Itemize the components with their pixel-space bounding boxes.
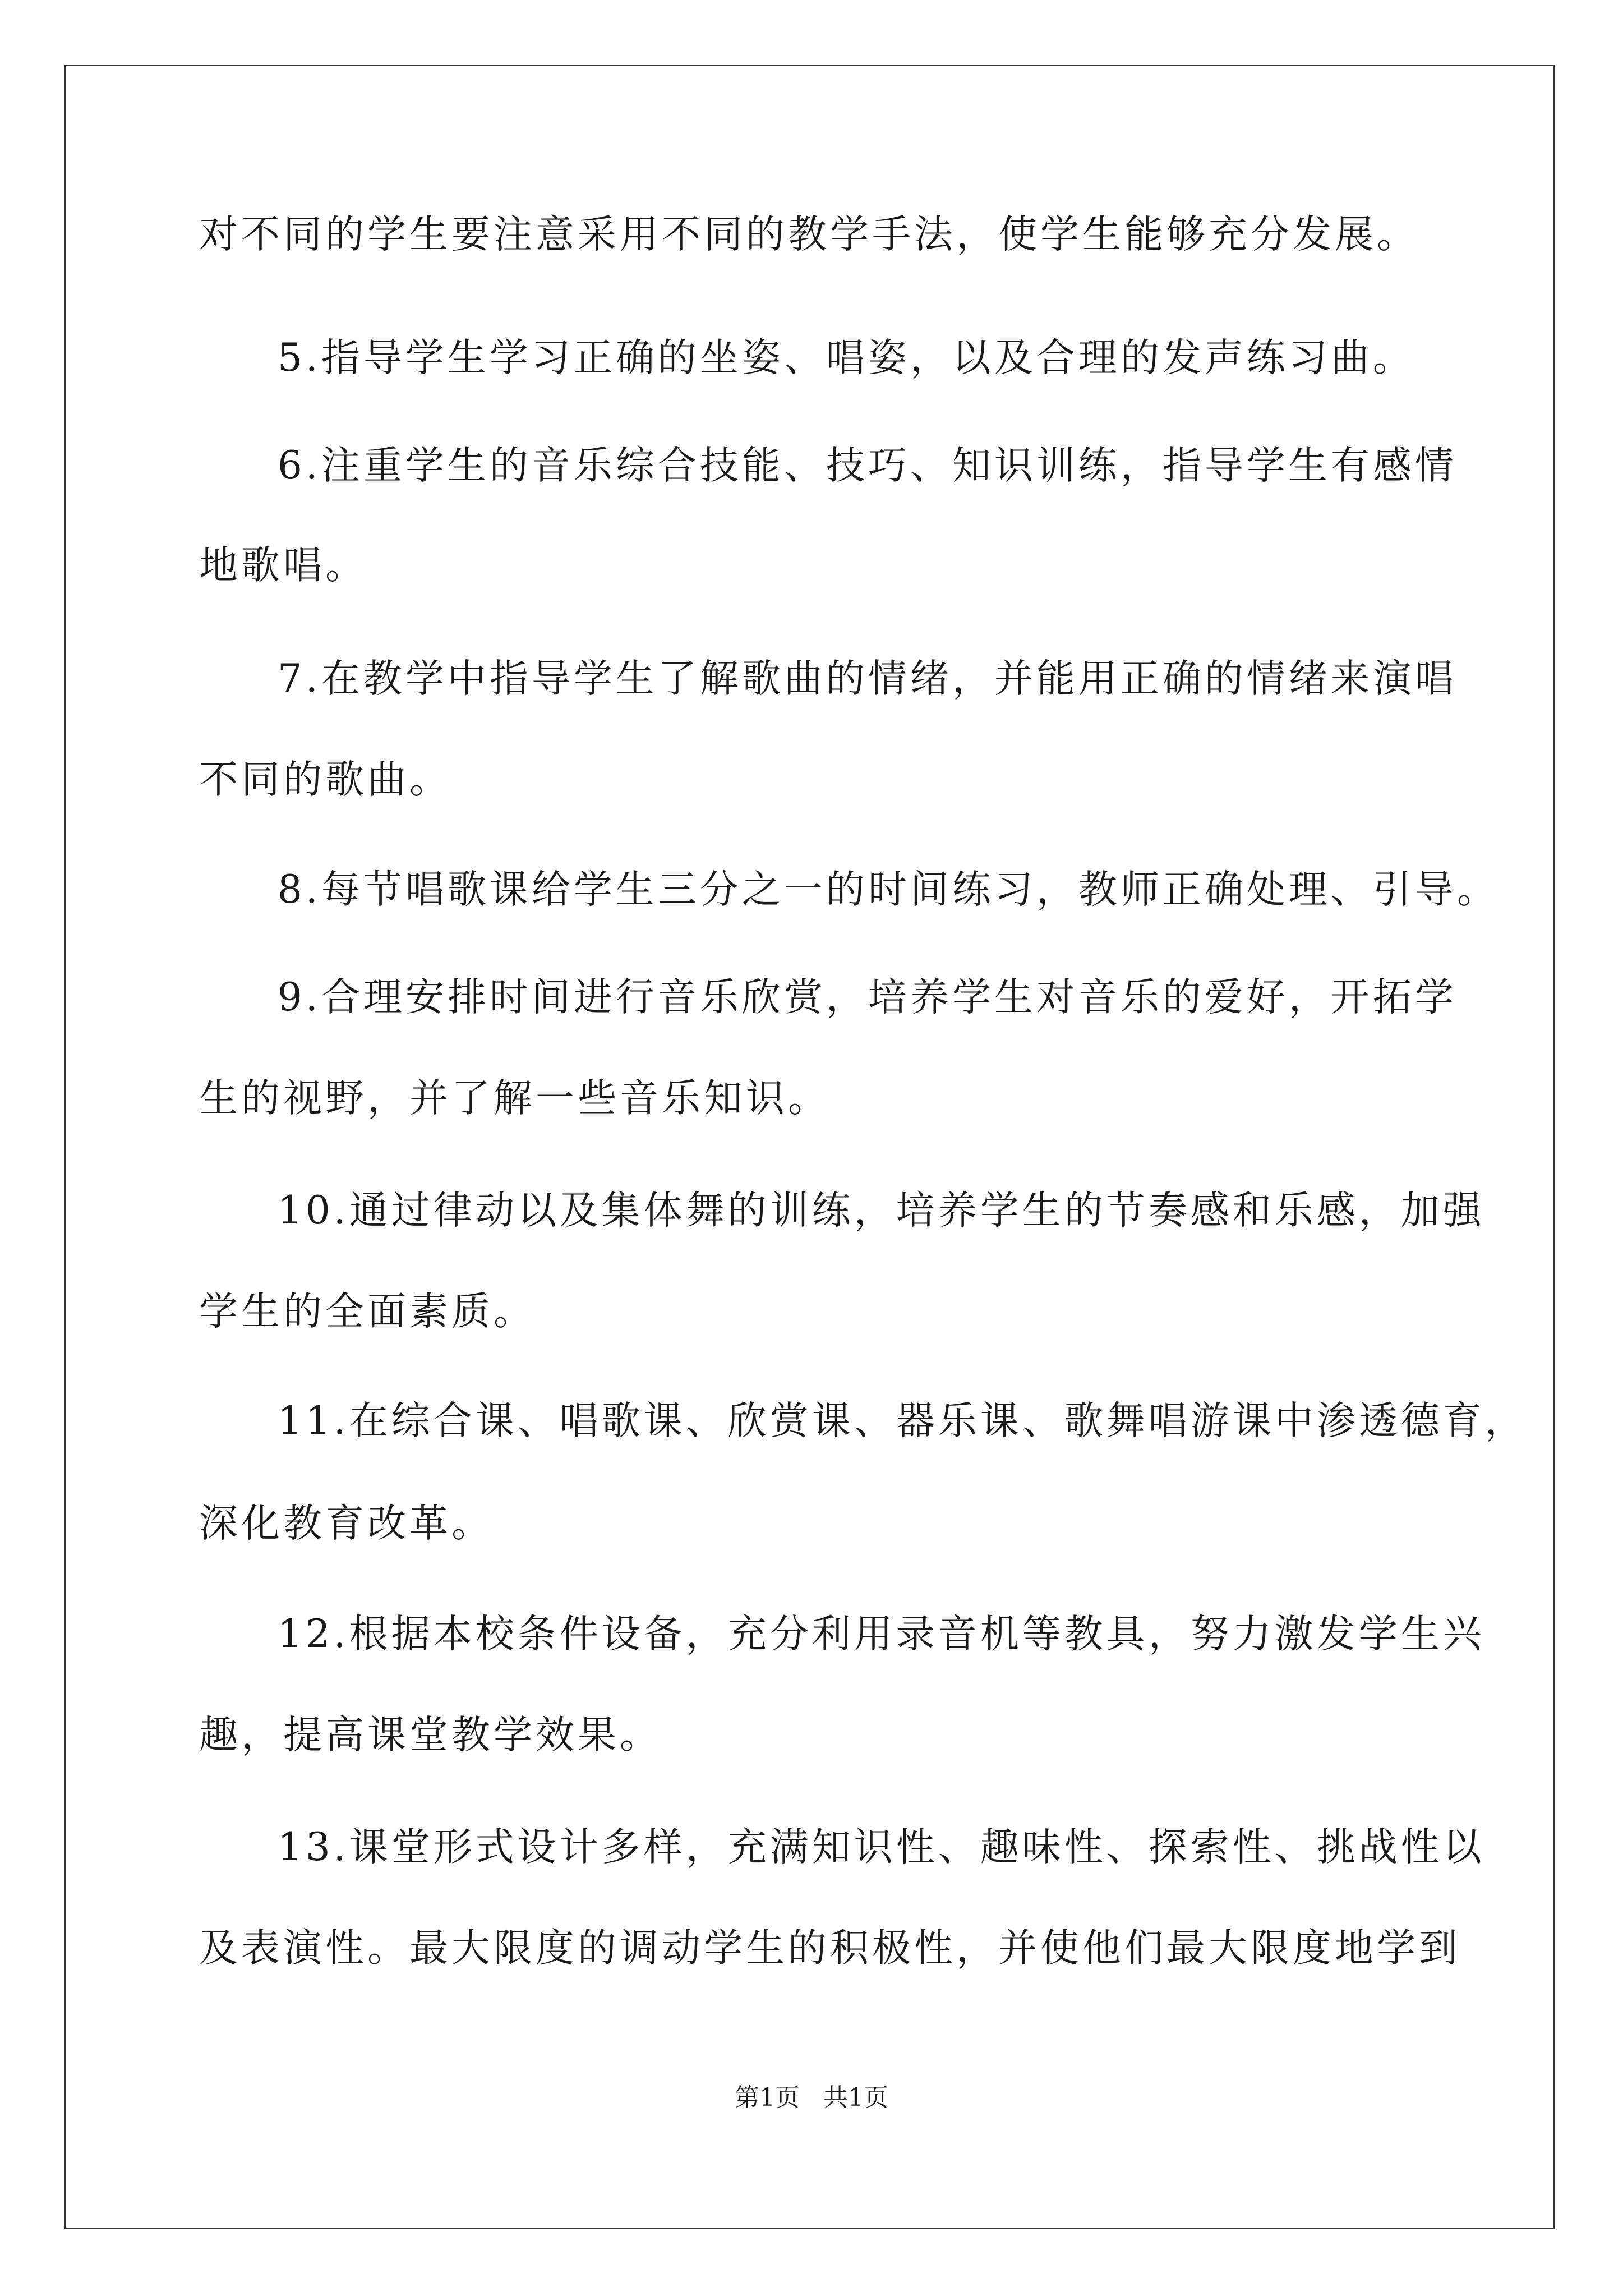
text-line: 及表演性。最大限度的调动学生的积极性，并使他们最大限度地学到 bbox=[199, 1926, 1461, 1971]
text-line: 9.合理安排时间进行音乐欣赏，培养学生对音乐的爱好，开拓学 bbox=[278, 975, 1457, 1020]
text-line: 11.在综合课、唱歌课、欣赏课、器乐课、歌舞唱游课中渗透德育， bbox=[278, 1398, 1527, 1443]
text-line: 学生的全面素质。 bbox=[199, 1289, 536, 1334]
page-border bbox=[64, 65, 1555, 2229]
page-number-footer: 第1页 共1页 bbox=[735, 2083, 888, 2112]
text-line: 不同的歌曲。 bbox=[199, 757, 451, 802]
text-line: 13.课堂形式设计多样，充满知识性、趣味性、探索性、挑战性以 bbox=[278, 1825, 1485, 1870]
text-line: 5.指导学生学习正确的坐姿、唱姿，以及合理的发声练习曲。 bbox=[278, 335, 1415, 380]
text-line: 12.根据本校条件设备，充分利用录音机等教具，努力激发学生兴 bbox=[278, 1612, 1485, 1657]
text-line: 趣，提高课堂教学效果。 bbox=[199, 1713, 662, 1757]
text-line: 8.每节唱歌课给学生三分之一的时间练习，教师正确处理、引导。 bbox=[278, 867, 1499, 912]
text-line: 深化教育改革。 bbox=[199, 1501, 494, 1546]
text-line: 地歌唱。 bbox=[199, 543, 367, 588]
text-line: 7.在教学中指导学生了解歌曲的情绪，并能用正确的情绪来演唱 bbox=[278, 656, 1457, 701]
text-line: 6.注重学生的音乐综合技能、技巧、知识训练，指导学生有感情 bbox=[278, 443, 1457, 488]
text-line: 10.通过律动以及集体舞的训练，培养学生的节奏感和乐感，加强 bbox=[278, 1188, 1485, 1233]
text-line: 对不同的学生要注意采用不同的教学手法，使学生能够充分发展。 bbox=[199, 212, 1419, 257]
text-line: 生的视野，并了解一些音乐知识。 bbox=[199, 1076, 830, 1121]
